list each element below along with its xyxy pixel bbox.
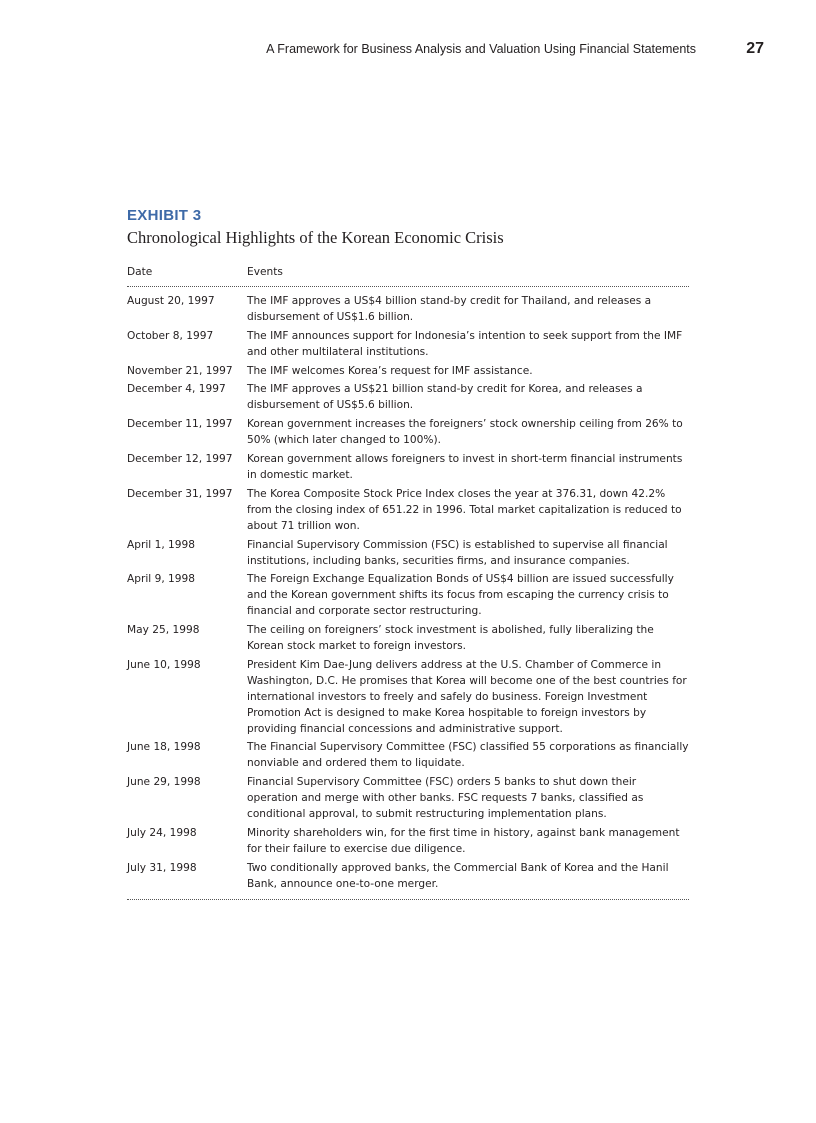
row-date: April 1, 1998	[127, 538, 196, 551]
row-event: Financial Supervisory Committee (FSC) orders 5 banks to shut down their operation and merge with other banks. FSC requests 7 banks, classified as conditional approval, to submit restructuring implementation plans.	[247, 776, 644, 821]
table-body	[127, 287, 689, 900]
row-date: May 25, 1998	[127, 624, 200, 637]
table-row	[127, 623, 689, 655]
table-row	[127, 861, 689, 893]
table-row	[127, 294, 689, 326]
row-date: December 4, 1997	[127, 383, 226, 396]
events-table	[127, 265, 689, 900]
row-event: The Financial Supervisory Committee (FSC) classified 55 corporations as financially nonviable and ordered them to liquidate.	[247, 741, 689, 770]
exhibit	[127, 206, 689, 900]
row-date: June 18, 1998	[127, 741, 201, 754]
table-row	[127, 658, 689, 738]
row-event: The Korea Composite Stock Price Index closes the year at 376.31, down 42.2% from the closing index of 651.22 in 1996. Total market capitalization is reduced to about 71 trillion won.	[247, 487, 682, 532]
row-date: November 21, 1997	[127, 364, 233, 377]
row-event: The IMF announces support for Indonesia’s intention to seek support from the IMF and other multilateral institutions.	[247, 329, 683, 358]
row-event: Two conditionally approved banks, the Commercial Bank of Korea and the Hanil Bank, announce one-to-one merger.	[247, 861, 669, 890]
table-row	[127, 452, 689, 484]
column-header-events: Events	[247, 266, 283, 278]
row-date: December 12, 1997	[127, 453, 233, 466]
row-event: Korean government allows foreigners to invest in short-term financial instruments in domestic market.	[247, 453, 683, 481]
row-date: August 20, 1997	[127, 294, 215, 307]
row-date: June 29, 1998	[127, 776, 201, 789]
row-event: The IMF approves a US$4 billion stand-by credit for Thailand, and releases a disbursement of US$1.6 billion.	[247, 294, 652, 323]
row-date: December 11, 1997	[127, 418, 233, 431]
table-row	[127, 487, 689, 535]
row-event: The ceiling on foreigners’ stock investment is abolished, fully liberalizing the Korean stock market to foreign investors.	[247, 624, 654, 653]
row-date: December 31, 1997	[127, 487, 233, 500]
running-head-title: A Framework for Business Analysis and Valuation Using Financial Statements	[266, 42, 696, 56]
table-header	[127, 265, 689, 287]
row-date: July 31, 1998	[127, 861, 197, 874]
row-event: The IMF approves a US$21 billion stand-by credit for Korea, and releases a disbursement of US$5.6 billion.	[247, 383, 643, 412]
row-event: Financial Supervisory Commission (FSC) is established to supervise all financial institutions, including banks, securities firms, and insurance companies.	[247, 538, 668, 567]
row-event: Minority shareholders win, for the first time in history, against bank management for their failure to exercise due diligence.	[247, 827, 680, 855]
table-row	[127, 775, 689, 823]
table-row	[127, 329, 689, 361]
table-row	[127, 538, 689, 570]
row-date: April 9, 1998	[127, 573, 196, 586]
table-row	[127, 364, 689, 380]
exhibit-label: EXHIBIT 3	[127, 207, 202, 224]
row-date: July 24, 1998	[127, 827, 197, 839]
table-row	[127, 382, 689, 414]
row-event: Korean government increases the foreigners’ stock ownership ceiling from 26% to 50% (which later changed to 100%).	[247, 418, 683, 447]
row-event: The IMF welcomes Korea’s request for IMF assistance.	[247, 364, 533, 377]
exhibit-title: Chronological Highlights of the Korean Economic Crisis	[127, 228, 504, 247]
row-event: The Foreign Exchange Equalization Bonds of US$4 billion are issued successfully and the Korean government shifts its focus from escaping the currency crisis to financial and corporate sector restructuring.	[247, 573, 674, 618]
table-row	[127, 740, 689, 772]
row-date: June 10, 1998	[127, 658, 201, 671]
table-row	[127, 826, 689, 858]
row-event: President Kim Dae-Jung delivers address at the U.S. Chamber of Commerce in Washington, D.C. He promises that Korea will become one of the best countries for international investors to freely and safely do business. Foreign Investment Promotion Act is designed to make Korea hospitable to foreign investors by providing financial concessions and administrative support.	[247, 658, 687, 735]
row-date: October 8, 1997	[127, 329, 214, 342]
page-number: 27	[746, 40, 764, 57]
table-row	[127, 572, 689, 620]
column-header-date: Date	[127, 266, 153, 278]
table-row	[127, 417, 689, 449]
